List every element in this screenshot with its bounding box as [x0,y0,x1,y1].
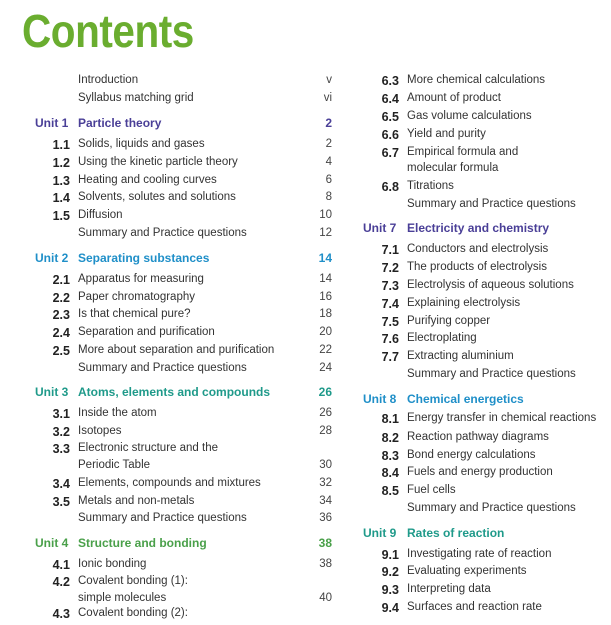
toc-row [0,526,611,544]
section-title: Elements, compounds and mixtures [78,477,261,489]
section-title: Amount of product [407,92,501,104]
page-number: 14 [319,273,332,285]
section-number: 2.4 [52,326,70,340]
toc-row [0,110,611,128]
toc-row [0,548,611,566]
page-number: 6 [325,174,332,186]
toc-entry-label: Summary and Practice questions [407,502,576,514]
section-title: Purifying copper [407,315,491,327]
section-number: 6.5 [381,110,399,124]
page-number: 18 [319,308,332,320]
toc-entry-label: Summary and Practice questions [78,362,247,374]
unit-number: Unit 2 [35,251,69,265]
page-number: 26 [319,407,332,419]
section-number: 8.4 [381,466,399,480]
page-number: 28 [319,425,332,437]
toc-row [0,243,611,261]
section-title: More about separation and purification [78,344,275,356]
section-title: Investigating rate of reaction [407,548,552,560]
unit-title: Particle theory [78,116,162,130]
unit-number: Unit 9 [363,526,397,540]
section-number: 4.3 [52,607,70,621]
section-number: 3.1 [52,407,70,421]
page-number: 10 [319,209,332,221]
section-number: 1.5 [52,209,70,223]
section-number: 7.7 [381,350,399,364]
toc-row [0,449,611,467]
toc-entry-label: Introduction [78,74,139,86]
toc-entry-label: Summary and Practice questions [407,368,576,380]
page-number: v [326,74,332,86]
unit-title: Structure and bonding [78,536,207,550]
unit-number: Unit 1 [35,116,69,130]
section-number: 3.3 [52,442,70,456]
section-number: 8.2 [381,431,399,445]
section-title: Separation and purification [78,326,215,338]
toc-row [0,502,611,520]
section-number: 3.4 [52,477,70,491]
section-number: 2.5 [52,344,70,358]
toc-row [0,565,611,583]
toc-row [0,368,611,386]
toc-entry-label: Syllabus matching grid [78,92,194,104]
unit-title: Rates of reaction [407,526,505,540]
page-number: 40 [319,592,332,604]
section-title: Diffusion [78,209,123,221]
section-title: Explaining electrolysis [407,297,521,309]
section-number: 6.4 [381,92,399,106]
section-title: Electronic structure and the [78,442,218,454]
toc-row [0,484,611,502]
section-number: 3.2 [52,425,70,439]
section-number: 6.6 [381,128,399,142]
unit-page-number: 14 [318,251,332,265]
section-number: 2.3 [52,308,70,322]
section-title: Electrolysis of aqueous solutions [407,279,574,291]
section-title: molecular formula [407,162,499,174]
section-title: simple molecules [78,592,167,604]
toc-row [0,92,611,110]
section-title: Evaluating experiments [407,565,527,577]
page-number: 38 [319,558,332,570]
unit-page-number: 2 [325,116,332,130]
section-number: 2.1 [52,273,70,287]
section-title: Covalent bonding (2): [78,607,188,619]
section-number: 1.2 [52,156,70,170]
section-title: Extracting aluminium [407,350,514,362]
section-title: Isotopes [78,425,122,437]
section-title: Gas volume calculations [407,110,532,122]
section-number: 2.2 [52,291,70,305]
unit-number: Unit 4 [35,536,69,550]
toc-row [0,261,611,279]
section-number: 3.5 [52,495,70,509]
toc-entry-label: Summary and Practice questions [78,227,247,239]
toc-row [0,332,611,350]
section-title: Paper chromatography [78,291,195,303]
section-number: 8.3 [381,449,399,463]
section-title: Periodic Table [78,459,151,471]
toc-row [0,198,611,216]
page-number: vi [323,92,332,104]
section-title: Heating and cooling curves [78,174,217,186]
section-number: 6.7 [381,146,399,160]
page-number: 32 [319,477,332,489]
unit-title: Electricity and chemistry [407,221,550,235]
section-title: Fuel cells [407,484,456,496]
unit-title: Separating substances [78,251,210,265]
page-number: 2 [325,138,332,150]
toc-row [0,601,611,619]
section-title: Ionic bonding [78,558,147,570]
section-number: 7.4 [381,297,399,311]
section-title: More chemical calculations [407,74,546,86]
page-number: 30 [319,459,332,471]
section-number: 7.6 [381,332,399,346]
page-number: 16 [319,291,332,303]
section-number: 7.3 [381,279,399,293]
section-number: 7.2 [381,261,399,275]
section-number: 1.3 [52,174,70,188]
toc-row [0,180,611,198]
section-number: 6.8 [381,180,399,194]
unit-number: Unit 7 [363,221,397,235]
unit-page-number: 26 [318,385,332,399]
section-title: Reaction pathway diagrams [407,431,549,443]
section-number: 9.2 [381,565,399,579]
section-number: 9.4 [381,601,399,615]
toc-row [0,297,611,315]
toc-row [0,221,611,239]
section-title: Fuels and energy production [407,466,553,478]
section-number: 4.1 [52,558,70,572]
section-title: Conductors and electrolysis [407,243,549,255]
toc-row [0,392,611,410]
page-number: 12 [319,227,332,239]
section-title: The products of electrolysis [407,261,547,273]
toc-entry-label: Summary and Practice questions [78,512,247,524]
page-number: 34 [319,495,332,507]
section-title: Electroplating [407,332,477,344]
section-number: 4.2 [52,575,70,589]
section-title: Titrations [407,180,454,192]
toc-row [0,74,611,92]
page-number: 22 [319,344,332,356]
section-number: 8.1 [381,412,399,426]
unit-number: Unit 8 [363,392,397,406]
section-title: Solvents, solutes and solutions [78,191,236,203]
page-number: 4 [325,156,332,168]
section-number: 6.3 [381,74,399,88]
section-number: 7.1 [381,243,399,257]
toc-entry-label: Summary and Practice questions [407,198,576,210]
section-number: 8.5 [381,484,399,498]
unit-number: Unit 3 [35,385,69,399]
toc-row [0,128,611,146]
page-title: Contents [22,5,194,57]
section-title: Using the kinetic particle theory [78,156,238,168]
toc-row [0,315,611,333]
toc-row [0,350,611,368]
toc-row [0,583,611,601]
page-number: 24 [319,362,332,374]
toc-row [0,431,611,449]
section-title: Is that chemical pure? [78,308,191,320]
unit-title: Chemical energetics [407,392,524,406]
section-title: Metals and non-metals [78,495,195,507]
page-number: 20 [319,326,332,338]
section-title: Inside the atom [78,407,157,419]
section-number: 9.1 [381,548,399,562]
section-number: 1.1 [52,138,70,152]
section-title: Empirical formula and [407,146,519,158]
page-number: 36 [319,512,332,524]
unit-page-number: 38 [318,536,332,550]
toc-row [0,412,611,430]
section-number: 1.4 [52,191,70,205]
section-title: Interpreting data [407,583,491,595]
section-number: 9.3 [381,583,399,597]
toc-row [0,162,611,180]
section-number: 7.5 [381,315,399,329]
section-title: Surfaces and reaction rate [407,601,542,613]
section-title: Solids, liquids and gases [78,138,205,150]
toc-row [0,466,611,484]
section-title: Energy transfer in chemical reactions [407,412,597,424]
unit-title: Atoms, elements and compounds [78,385,271,399]
section-title: Yield and purity [407,128,486,140]
toc-row [0,279,611,297]
page-number: 8 [325,191,332,203]
section-title: Bond energy calculations [407,449,536,461]
section-title: Apparatus for measuring [78,273,204,285]
section-title: Covalent bonding (1): [78,575,188,587]
